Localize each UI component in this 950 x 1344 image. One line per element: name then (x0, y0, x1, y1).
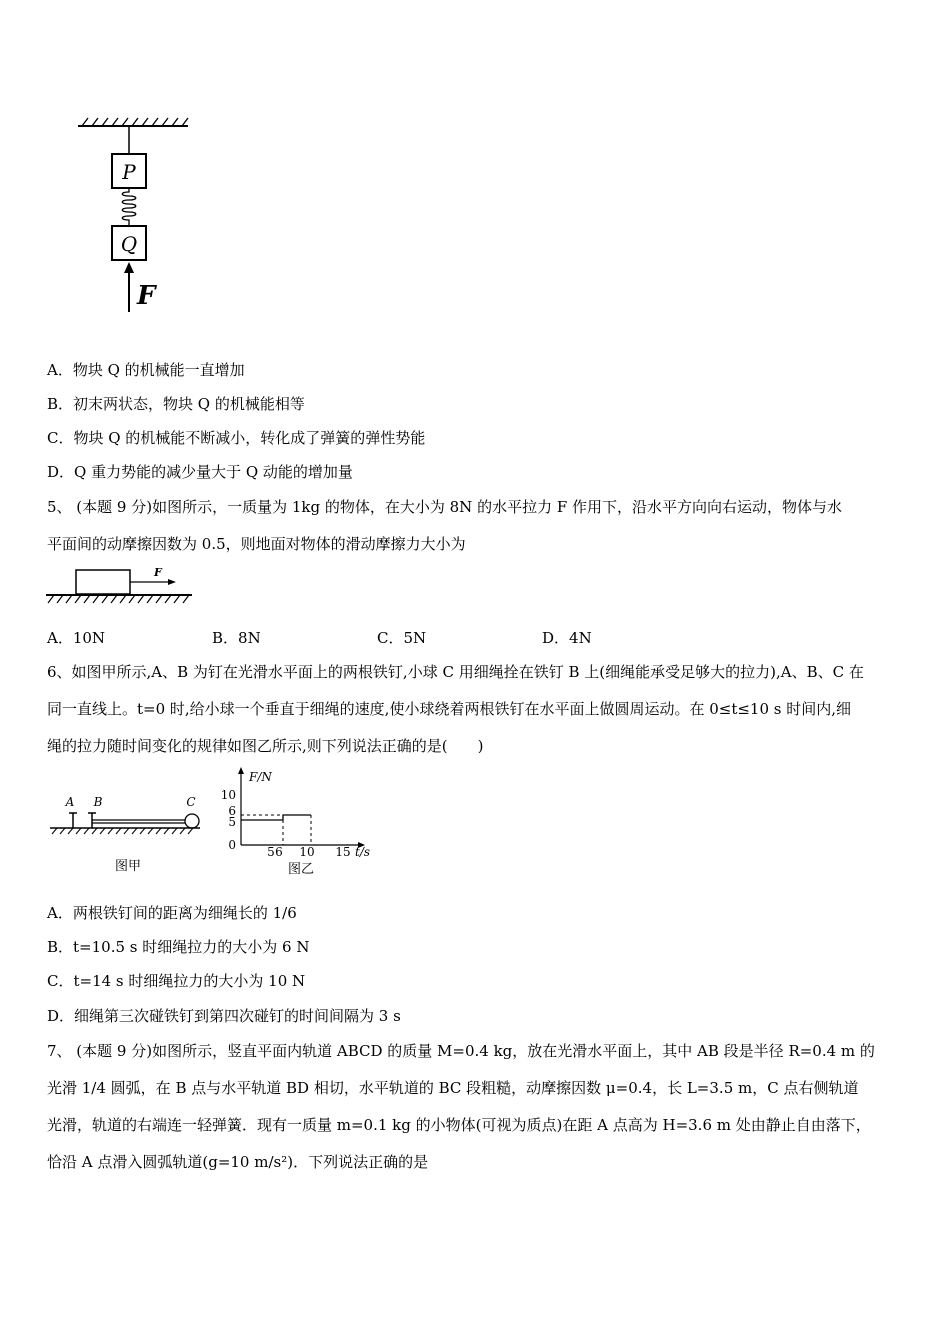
x-axis-label: t/s (355, 845, 371, 859)
q4-option-b: B．初末两状态，物块 Q 的机械能相等 (47, 395, 305, 413)
q6-option-c: C．t=14 s 时细绳拉力的大小为 10 N (47, 972, 306, 990)
spring-coil (122, 188, 136, 226)
ceiling-hatch (82, 118, 188, 126)
q7-stem-line1: 7、 (本题 9 分)如图所示，竖直平面内轨道 ABCD 的质量 M=0.4 kg，放在光滑水平面上，其中 AB 段是半径 R=0.4 m 的 (47, 1042, 875, 1060)
label-c: C (186, 795, 196, 809)
pull-arrowhead (168, 579, 176, 585)
y-axis-label: F/N (249, 770, 272, 784)
force-label: F (137, 281, 156, 311)
block (76, 570, 130, 594)
q5-option-d: D．4N (542, 629, 592, 647)
y-tick-6: 6 (228, 804, 236, 818)
y-tick-5: 5 (228, 815, 236, 829)
fig-jia-caption: 图甲 (114, 859, 142, 874)
q5-option-c: C．5N (377, 629, 427, 647)
tension-series-line (241, 815, 311, 820)
label-b: B (93, 795, 103, 809)
ball-c (185, 814, 199, 828)
q4-option-d: D．Q 重力势能的减少量大于 Q 动能的增加量 (47, 463, 353, 481)
q7-stem-line4: 恰沿 A 点滑入圆弧轨道(g=10 m/s²)．下列说法正确的是 (47, 1153, 429, 1171)
q7-stem-line2: 光滑 1/4 圆弧，在 B 点与水平轨道 BD 相切，水平轨道的 BC 段粗糙，动摩擦因数 μ=0.4，长 L=3.5 m，C 点右侧轨道 (47, 1079, 859, 1097)
pull-force-label: F (154, 566, 162, 579)
block-on-ground-figure (44, 564, 194, 608)
y-tick-10: 10 (220, 788, 236, 802)
q5-stem-line1: 5、 (本题 9 分)如图所示，一质量为 1kg 的物体，在大小为 8N 的水平拉力 F 作用下，沿水平方向向右运动，物体与水 (47, 498, 843, 516)
surface-hatch (52, 828, 193, 834)
q5-stem-line2: 平面间的动摩擦因数为 0.5，则地面对物体的滑动摩擦力大小为 (47, 535, 466, 553)
x-tick-10: 10 (299, 845, 315, 859)
q6-option-d: D．细绳第三次碰铁钉到第四次碰钉的时间间隔为 3 s (47, 1007, 401, 1025)
q5-option-a: A．10N (47, 629, 106, 647)
nails-ball-figure (48, 790, 208, 880)
x-tick-5: 5 (267, 845, 275, 859)
fig-yi-caption: 图乙 (287, 862, 315, 877)
q6-stem-line1: 6、如图甲所示,A、B 为钉在光滑水平面上的两根铁钉,小球 C 用细绳拴在铁钉 B 上(细绳能承受足够大的拉力),A、B、C 在 (47, 663, 864, 681)
q4-option-a: A．物块 Q 的机械能一直增加 (47, 361, 245, 379)
ground-hatch (48, 595, 189, 603)
q4-option-c: C．物块 Q 的机械能不断减小，转化成了弹簧的弹性势能 (47, 429, 426, 447)
q6-stem-line2: 同一直线上。t=0 时,给小球一个垂直于细绳的速度,使小球绕着两根铁钉在水平面上做圆周运动。在 0≤t≤10 s 时间内,细 (47, 700, 852, 718)
y-tick-0: 0 (228, 838, 236, 852)
q6-option-a: A．两根铁钉间的距离为细绳长的 1/6 (47, 904, 297, 922)
q5-option-b: B．8N (212, 629, 261, 647)
force-arrowhead (124, 262, 134, 273)
block-q-label: Q (120, 232, 138, 256)
force-time-chart (205, 765, 385, 880)
label-a: A (65, 795, 75, 809)
q6-stem-line3: 绳的拉力随时间变化的规律如图乙所示,则下列说法正确的是( ) (47, 737, 484, 755)
x-tick-15: 15 (335, 845, 351, 859)
x-tick-6: 6 (275, 845, 283, 859)
block-p-label: P (122, 160, 136, 184)
q6-option-b: B．t=10.5 s 时细绳拉力的大小为 6 N (47, 938, 310, 956)
y-axis-arrowhead (238, 767, 244, 774)
spring-blocks-figure (70, 118, 200, 318)
q7-stem-line3: 光滑，轨道的右端连一轻弹簧．现有一质量 m=0.1 kg 的小物体(可视为质点)在距 A 点高为 H=3.6 m 处由静止自由落下， (47, 1116, 871, 1134)
